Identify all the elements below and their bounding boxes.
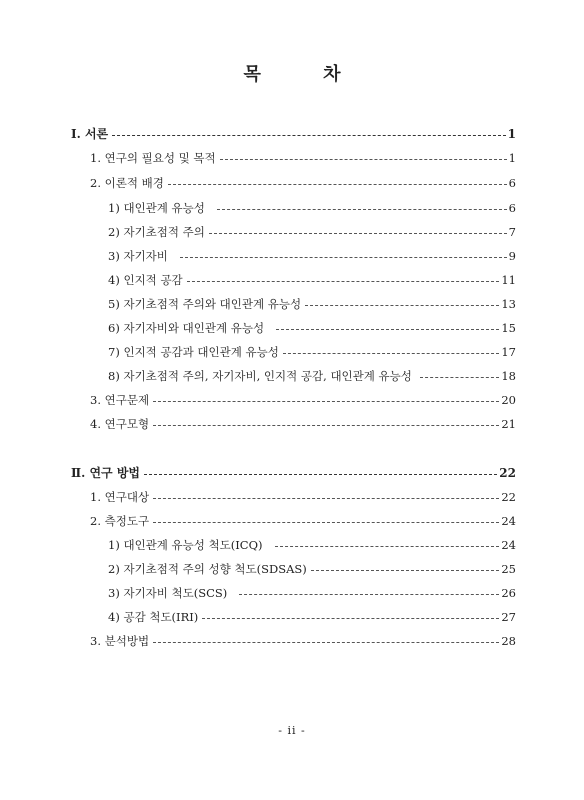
toc-subsection-1-2-6[interactable] bbox=[108, 320, 516, 336]
toc-entry-label: 1) 대인관계 유능성 bbox=[108, 201, 205, 215]
toc-chapter-2[interactable] bbox=[71, 465, 516, 481]
toc-title: 목 차 bbox=[243, 64, 369, 85]
toc-entry-label: 4) 인지적 공감 bbox=[108, 273, 183, 287]
toc-page-number: 18 bbox=[501, 369, 516, 383]
toc-entry-label: 1) 대인관계 유능성 척도(ICQ) bbox=[108, 538, 263, 552]
toc-page-number: 21 bbox=[501, 417, 516, 431]
toc-page-number: 22 bbox=[501, 490, 516, 504]
dot-leader bbox=[220, 159, 507, 160]
toc-page-number: 11 bbox=[501, 273, 516, 287]
toc-subsection-2-2-3[interactable] bbox=[108, 585, 516, 601]
toc-entry-label: 8) 자기초점적 주의, 자기자비, 인지적 공감, 대인관계 유능성 bbox=[108, 369, 412, 383]
toc-subsection-1-2-2[interactable] bbox=[108, 224, 516, 240]
toc-page-number: 9 bbox=[508, 249, 516, 263]
toc-page-number: 20 bbox=[501, 393, 516, 407]
toc-entry-label: Ⅱ. 연구 방법 bbox=[71, 466, 141, 480]
dot-leader bbox=[209, 233, 507, 234]
dot-leader bbox=[276, 329, 499, 330]
toc-page-number: 17 bbox=[501, 345, 516, 359]
toc-subsection-1-2-5[interactable] bbox=[108, 296, 516, 312]
dot-leader bbox=[202, 618, 499, 619]
toc-entry-label: Ⅰ. 서론 bbox=[71, 127, 109, 141]
dot-leader bbox=[311, 570, 500, 571]
toc-subsection-2-2-2[interactable] bbox=[108, 561, 516, 577]
toc-page-number: 15 bbox=[501, 321, 516, 335]
toc-subsection-1-2-7[interactable] bbox=[108, 344, 516, 360]
toc-entry-label: 2. 측정도구 bbox=[90, 514, 150, 528]
toc-entry-label: 1. 연구대상 bbox=[90, 490, 150, 504]
toc-entry-label: 7) 인지적 공감과 대인관계 유능성 bbox=[108, 345, 279, 359]
dot-leader bbox=[168, 184, 507, 185]
toc-page-number: 28 bbox=[501, 634, 516, 648]
toc-entry-label: 5) 자기초점적 주의와 대인관계 유능성 bbox=[108, 297, 302, 311]
dot-leader bbox=[217, 209, 507, 210]
toc-entry-label: 3. 분석방법 bbox=[90, 634, 150, 648]
toc-subsection-1-2-4[interactable] bbox=[108, 272, 516, 288]
toc-subsection-1-2-3[interactable] bbox=[108, 248, 516, 264]
dot-leader bbox=[153, 642, 499, 643]
toc-chapter-1[interactable] bbox=[71, 126, 516, 142]
toc-entry-label: 4. 연구모형 bbox=[90, 417, 150, 431]
toc-entry-label: 3) 자기자비 척도(SCS) bbox=[108, 586, 228, 600]
dot-leader bbox=[275, 546, 500, 547]
toc-page-number: 1 bbox=[507, 127, 516, 141]
toc-section-2-3[interactable] bbox=[90, 633, 516, 649]
toc-section-2-1[interactable] bbox=[90, 489, 516, 505]
toc-page-number: 26 bbox=[501, 586, 516, 600]
toc-page-number: 24 bbox=[501, 514, 516, 528]
dot-leader bbox=[283, 353, 500, 354]
toc-entry-label: 2) 자기초점적 주의 성향 척도(SDSAS) bbox=[108, 562, 307, 576]
toc-section-1-3[interactable] bbox=[90, 392, 516, 408]
toc-section-1-2[interactable] bbox=[90, 175, 516, 191]
toc-entry-label: 6) 자기자비와 대인관계 유능성 bbox=[108, 321, 265, 335]
dot-leader bbox=[187, 281, 500, 282]
toc-section-1-1[interactable] bbox=[90, 150, 516, 166]
toc-page-number: 27 bbox=[501, 610, 516, 624]
toc-entry-label: 1. 연구의 필요성 및 목적 bbox=[90, 151, 216, 165]
toc-section-2-2[interactable] bbox=[90, 513, 516, 529]
toc-entry-label: 3. 연구문제 bbox=[90, 393, 150, 407]
dot-leader bbox=[153, 498, 499, 499]
dot-leader bbox=[144, 474, 497, 475]
dot-leader bbox=[153, 401, 499, 402]
toc-page-number: 6 bbox=[508, 176, 516, 190]
toc-entry-label: 4) 공감 척도(IRI) bbox=[108, 610, 199, 624]
dot-leader bbox=[112, 135, 505, 136]
toc-subsection-2-2-1[interactable] bbox=[108, 537, 516, 553]
toc-page-number: 24 bbox=[501, 538, 516, 552]
dot-leader bbox=[180, 257, 507, 258]
toc-subsection-1-2-1[interactable] bbox=[108, 200, 516, 216]
toc-page-number: 13 bbox=[501, 297, 516, 311]
dot-leader bbox=[153, 425, 499, 426]
toc-page-number: 25 bbox=[501, 562, 516, 576]
page-footer-number: - ii - bbox=[278, 724, 306, 737]
toc-section-1-4[interactable] bbox=[90, 416, 516, 432]
toc-entry-label: 3) 자기자비 bbox=[108, 249, 168, 263]
toc-page-number: 7 bbox=[508, 225, 516, 239]
toc-page-number: 1 bbox=[508, 151, 516, 165]
dot-leader bbox=[420, 377, 499, 378]
toc-entry-label: 2. 이론적 배경 bbox=[90, 176, 164, 190]
dot-leader bbox=[305, 305, 499, 306]
toc-page-number: 6 bbox=[508, 201, 516, 215]
toc-entry-label: 2) 자기초점적 주의 bbox=[108, 225, 205, 239]
toc-subsection-2-2-4[interactable] bbox=[108, 609, 516, 625]
toc-page-number: 22 bbox=[499, 466, 516, 480]
toc-subsection-1-2-8[interactable] bbox=[108, 368, 516, 384]
dot-leader bbox=[239, 594, 499, 595]
dot-leader bbox=[153, 522, 499, 523]
